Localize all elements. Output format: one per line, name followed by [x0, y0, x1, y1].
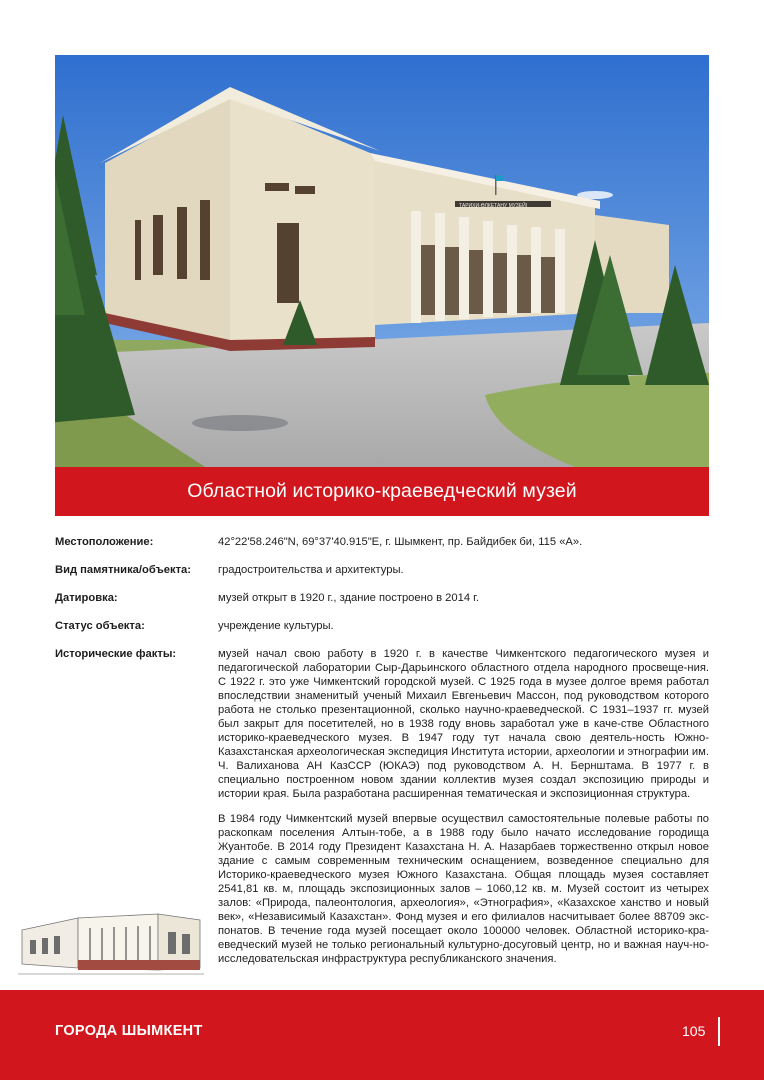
page-title: Областной историко-краеведческий музей [187, 480, 577, 502]
type-label: Вид памятника/объекта: [55, 564, 191, 576]
facts-paragraph-1: музей начал свою работу в 1920 г. в качестве Чимкентского педагогического музея и педагогической лаборатории Сыр-Дарьинского областного отдела народного просвеще-ния. С 1922 г. это уже Чимкентский городской музей. С 1925 года в музее долгое время работал впоследствии знаменитый ученый Михаил Евгеньевич Массон, под руководством которого работа не столько презентационной, сколько научно-краеведческой. С 1931–1937 гг. музей был закрыт для посетителей, но в 1938 году вновь заработал уже в каче-стве Областного историко-краеведческого музея. В 1947 году тут начала свою деятель-ность Южно-Казахстанская археологическая экспедиция Института истории, археологии и этнографии им. Ч. Валиханова АН КазССР (ЮКАЭ) под руководством А. Н. Бернштама. В 1977 г. в специально построенном новом здании коллектив музея создал экспозицию природы и истории края. Была разработана расширенная тематическая и экспозиционная структура. [218, 648, 709, 800]
facts-text [218, 647, 709, 977]
building-sketch [18, 898, 204, 980]
type-value: градостроительства и архитектуры. [218, 564, 404, 576]
status-label: Статус объекта: [55, 620, 145, 632]
facts-paragraph-2: В 1984 году Чимкентский музей впервые осуществил самостоятельные полевые работы по раскопкам поселения Алтын-тобе, а в 1988 году было начато исследование городища Жуантобе. В 2014 году Президент Казахстана Н. А. Назарбаев торжественно открыл новое здание с самым современным техническим оснащением, возведенное специально для Историко-краеведческого музея Южного Казахстана. Общая площадь музея составляет 2541,81 кв. м, площадь экспозиционных залов – 1060,12 кв. м. Музей состоит из четырех залов: «Природа, палеонтология, археология», «Этнография», «Казахское ханство и новый век», «Независимый Казахстан». Фонд музея и его филиалов насчитывает более 88709 экс-понатов. В течение года музей посещает около 100000 человек. Областной историко-кра-еведческий музей не только региональный культурно-досуговый центр, но и важная науч-но-исследовательская инфраструктура республиканского значения. [218, 813, 709, 965]
dating-label: Датировка: [55, 592, 118, 604]
museum-photo [55, 55, 709, 467]
footer [0, 990, 764, 1080]
status-value: учреждение культуры. [218, 620, 334, 632]
section-title: ГОРОДА ШЫМКЕНТ [55, 1023, 203, 1039]
title-banner [55, 467, 709, 516]
location-label: Местоположение: [55, 536, 154, 548]
museum-sign: ТАРИХИ-ӨЛКЕТАНУ МУЗЕЙІ [459, 203, 528, 209]
dating-value: музей открыт в 1920 г., здание построено в 2014 г. [218, 592, 480, 604]
facts-label: Исторические факты: [55, 648, 177, 660]
page-number: 105 [682, 1023, 706, 1039]
footer-divider [718, 1017, 720, 1046]
location-value: 42°22'58.246"N, 69°37'40.915"E, г. Шымкент, пр. Байдибек би, 115 «А». [218, 536, 583, 548]
